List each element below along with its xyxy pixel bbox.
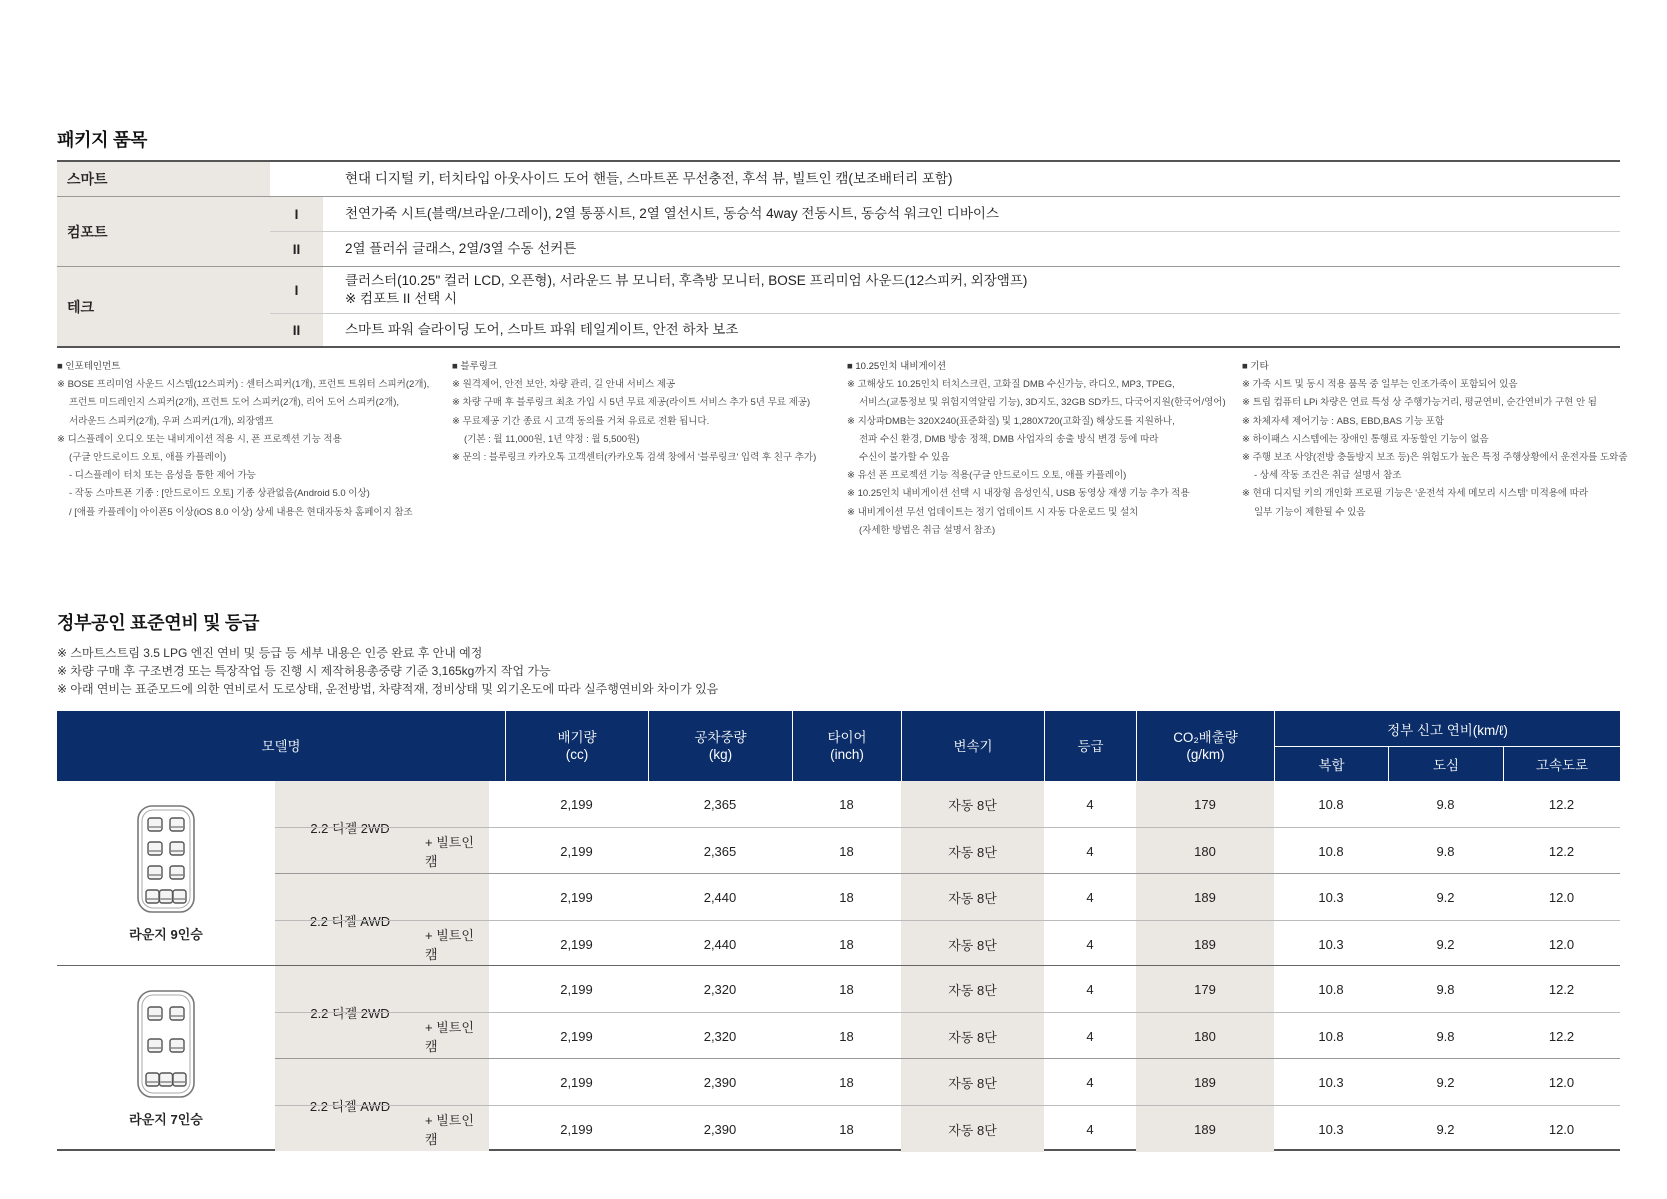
package-items: 2열 플러쉬 글래스, 2열/3열 수동 선커튼 [345, 241, 577, 256]
co2-cell: 189 [1136, 874, 1274, 920]
curb-weight-cell: 2,320 [703, 981, 737, 997]
note-line: 프런트 미드레인지 스피커(2개), 프런트 도어 스피커(2개), 리어 도어 스피커(2개), [69, 397, 399, 409]
option-label [425, 966, 489, 1012]
note-line: (기본 : 월 11,000원, 1년 약정 : 월 5,500원) [464, 433, 640, 445]
combined-efficiency-cell: 10.8 [1318, 796, 1344, 812]
package-level: II [270, 232, 323, 266]
package-category: 테크 [57, 267, 270, 346]
option-label: + 빌트인 캠 [425, 835, 474, 869]
engine-name: 2.2 디젤 AWD [275, 1059, 425, 1151]
tire-size-cell: 18 [839, 889, 854, 905]
table-row [275, 1105, 1620, 1151]
engine-group [275, 873, 1620, 966]
displacement-cell: 2,199 [560, 1074, 593, 1090]
package-items: 천연가죽 시트(블랙/브라운/그레이), 2열 통풍시트, 2열 열선시트, 동승석 4way 전동시트, 동승석 워크인 디바이스 [345, 206, 999, 221]
displacement-cell: 2,199 [560, 843, 593, 859]
header-combined: 복합 [1274, 746, 1388, 781]
note-line: ※ 무료제공 기간 종료 시 고객 동의를 거쳐 유료로 전환 됩니다. [452, 415, 710, 427]
header-co2-label: CO₂배출량 [1173, 730, 1238, 745]
model-name: 라운지 7인승 [129, 1111, 203, 1127]
displacement-cell: 2,199 [560, 889, 593, 905]
city-efficiency-cell: 9.2 [1436, 1121, 1455, 1137]
package-category: 스마트 [57, 162, 270, 196]
grade-cell: 4 [1086, 981, 1094, 997]
tire-size-cell: 18 [839, 796, 854, 812]
city-efficiency-cell: 9.8 [1436, 796, 1455, 812]
option-label: + 빌트인 캠 [425, 1020, 474, 1054]
note-line: 일부 기능이 제한될 수 있음 [1254, 506, 1366, 518]
grade-cell: 4 [1086, 889, 1094, 905]
curb-weight-cell: 2,365 [703, 796, 737, 812]
table-row [275, 827, 1620, 873]
notes-bluelink [452, 358, 816, 467]
header-tire-label: 타이어 [827, 730, 867, 745]
transmission-cell: 자동 8단 [901, 921, 1044, 967]
co2-cell: 179 [1136, 966, 1274, 1012]
note-line: - 작동 스마트폰 기종 : [안드로이드 오토] 기종 상관없음(Android 5.0 이상) [69, 488, 370, 500]
note-line: 서비스(교통정보 및 위험지역알림 기능), 3D지도, 32GB SD카드, 다국어지원(한국어/영어) [859, 397, 1226, 409]
package-items-note: ※ 컴포트 II 선택 시 [345, 291, 458, 306]
note-line: 수신이 불가할 수 있음 [859, 452, 950, 464]
package-table [57, 160, 1620, 348]
package-category: 컴포트 [57, 197, 270, 266]
note-line: ※ 지상파DMB는 320X240(표준화질) 및 1,280X720(고화질) 해상도를 지원하나, [847, 415, 1175, 427]
table-row [275, 1012, 1620, 1058]
header-displacement [505, 711, 648, 781]
package-row [270, 314, 1620, 346]
highway-efficiency-cell: 12.0 [1548, 1074, 1575, 1090]
co2-cell: 180 [1136, 1013, 1274, 1059]
note-line: ※ 고해상도 10.25인치 터치스크린, 고화질 DMB 수신가능, 라디오, MP3, TPEG, [847, 379, 1175, 391]
note-line: (자세한 방법은 취급 설명서 참조) [859, 524, 996, 536]
fuel-note: ※ 아래 연비는 표준모드에 의한 연비로서 도로상태, 운전방법, 차량적재, 정비상태 및 외기온도에 따라 실주행연비와 차이가 있음 [57, 682, 719, 696]
note-line: ※ 하이패스 시스템에는 장애인 통행료 자동할인 기능이 없음 [1242, 433, 1489, 445]
note-line: 전파 수신 환경, DMB 방송 정책, DMB 사업자의 송출 방식 변경 등에 따라 [859, 433, 1159, 445]
option-label [425, 874, 489, 920]
combined-efficiency-cell: 10.3 [1318, 936, 1344, 952]
fuel-table-header [57, 711, 1620, 781]
header-highway: 고속도로 [1503, 746, 1620, 781]
highway-efficiency-cell: 12.2 [1548, 1028, 1575, 1044]
note-line: ※ 가죽 시트 및 동시 적용 품목 중 일부는 인조가죽이 포함되어 있음 [1242, 379, 1518, 391]
package-items: 현대 디지털 키, 터치타입 아웃사이드 도어 핸들, 스마트폰 무선충전, 후석 뷰, 빌트인 캠(보조배터리 포함) [345, 171, 953, 186]
package-items: 스마트 파워 슬라이딩 도어, 스마트 파워 테일게이트, 안전 하차 보조 [345, 322, 739, 337]
note-line: ※ 10.25인치 내비게이션 선택 시 내장형 음성인식, USB 동영상 재생 기능 추가 적용 [847, 488, 1190, 500]
highway-efficiency-cell: 12.2 [1548, 843, 1575, 859]
note-line: ※ 현대 디지털 키의 개인화 프로필 기능은 '운전석 자세 메모리 시스템' 미적용에 따라 [1242, 488, 1589, 500]
combined-efficiency-cell: 10.3 [1318, 889, 1344, 905]
package-level: I [270, 197, 323, 231]
grade-cell: 4 [1086, 1074, 1094, 1090]
fuel-note: ※ 차량 구매 후 구조변경 또는 특장작업 등 진행 시 제작허용총중량 기준 3,165kg까지 작업 가능 [57, 664, 551, 678]
model-image [57, 966, 275, 1150]
displacement-cell: 2,199 [560, 981, 593, 997]
option-label [425, 1059, 489, 1105]
notes-navigation [847, 358, 1226, 540]
package-title: 패키지 품목 [57, 130, 148, 150]
header-city: 도심 [1388, 746, 1503, 781]
package-group-comfort [57, 197, 1620, 267]
note-line: - 상세 작동 조건은 취급 설명서 참조 [1254, 470, 1402, 482]
package-group-smart [57, 162, 1620, 197]
option-label: + 빌트인 캠 [425, 928, 474, 962]
notes-heading: ■ 인포테인먼트 [57, 361, 121, 372]
curb-weight-cell: 2,440 [703, 936, 737, 952]
tire-size-cell: 18 [839, 936, 854, 952]
tire-size-cell: 18 [839, 1121, 854, 1137]
notes-heading: ■ 10.25인치 내비게이션 [847, 361, 947, 372]
highway-efficiency-cell: 12.0 [1548, 936, 1575, 952]
engine-group [275, 781, 1620, 873]
note-line: ※ 차량 구매 후 블루링크 최초 가입 시 5년 무료 제공(라이트 서비스 추가 5년 무료 제공) [452, 397, 811, 409]
highway-efficiency-cell: 12.2 [1548, 981, 1575, 997]
note-line: ※ 원격제어, 안전 보안, 차량 관리, 길 안내 서비스 제공 [452, 379, 676, 391]
package-level: II [270, 314, 323, 346]
fuel-note: ※ 스마트스트림 3.5 LPG 엔진 연비 및 등급 등 세부 내용은 인증 완료 후 안내 예정 [57, 646, 483, 660]
note-line: ※ 내비게이션 무선 업데이트는 정기 업데이트 시 자동 다운로드 및 설치 [847, 506, 1139, 518]
header-co2-unit: (g/km) [1186, 747, 1225, 762]
grade-cell: 4 [1086, 936, 1094, 952]
table-row [275, 781, 1620, 827]
header-tire-unit: (inch) [830, 747, 864, 762]
table-row [275, 966, 1620, 1012]
notes-etc [1242, 358, 1628, 522]
option-label: + 빌트인 캠 [425, 1113, 474, 1147]
city-efficiency-cell: 9.2 [1436, 889, 1455, 905]
transmission-cell: 자동 8단 [901, 966, 1044, 1012]
model-image [57, 781, 275, 965]
note-line: ※ 트립 컴퓨터 LPi 차량은 연료 특성 상 주행가능거리, 평균연비, 순간연비가 구현 안 됨 [1242, 397, 1597, 409]
highway-efficiency-cell: 12.0 [1548, 889, 1575, 905]
seat-layout-7-icon [135, 989, 197, 1099]
model-name: 라운지 9인승 [129, 926, 203, 942]
displacement-cell: 2,199 [560, 796, 593, 812]
note-line: (구글 안드로이드 오토, 애플 카플레이) [69, 452, 227, 464]
package-level [270, 162, 323, 196]
curb-weight-cell: 2,320 [703, 1028, 737, 1044]
combined-efficiency-cell: 10.8 [1318, 843, 1344, 859]
engine-group [275, 1058, 1620, 1151]
notes-heading: ■ 블루링크 [452, 361, 498, 372]
engine-name: 2.2 디젤 2WD [275, 966, 425, 1058]
header-transmission: 변속기 [901, 711, 1044, 781]
transmission-cell: 자동 8단 [901, 781, 1044, 827]
fuel-notes [57, 644, 718, 698]
note-line: ※ 문의 : 블루링크 카카오톡 고객센터(카카오톡 검색 창에서 '블루링크' 입력 후 친구 추가) [452, 452, 817, 464]
curb-weight-cell: 2,440 [703, 889, 737, 905]
tire-size-cell: 18 [839, 843, 854, 859]
displacement-cell: 2,199 [560, 936, 593, 952]
package-items [323, 272, 1620, 308]
transmission-cell: 자동 8단 [901, 1059, 1044, 1105]
note-line: 서라운드 스피커(2개), 우퍼 스피커(1개), 외장앰프 [69, 415, 274, 427]
grade-cell: 4 [1086, 1028, 1094, 1044]
header-displacement-unit: (cc) [565, 747, 589, 762]
displacement-cell: 2,199 [560, 1121, 593, 1137]
transmission-cell: 자동 8단 [901, 828, 1044, 874]
grade-cell: 4 [1086, 1121, 1094, 1137]
transmission-cell: 자동 8단 [901, 874, 1044, 920]
notes-heading: ■ 기타 [1242, 361, 1269, 372]
tire-size-cell: 18 [839, 981, 854, 997]
note-line: ※ 주행 보조 사양(전방 충돌방지 보조 등)은 위험도가 높은 특정 주행상황에서 운전자를 도와줌 [1242, 452, 1628, 464]
curb-weight-cell: 2,390 [703, 1074, 737, 1090]
note-line: - 디스플레이 터치 또는 음성을 통한 제어 가능 [69, 470, 256, 482]
fuel-title: 정부공인 표준연비 및 등급 [57, 613, 260, 633]
seat-layout-9-icon [135, 804, 197, 914]
combined-efficiency-cell: 10.3 [1318, 1121, 1344, 1137]
engine-name: 2.2 디젤 AWD [275, 874, 425, 966]
table-row [275, 920, 1620, 966]
curb-weight-cell: 2,365 [703, 843, 737, 859]
header-displacement-label: 배기량 [557, 730, 597, 745]
grade-cell: 4 [1086, 796, 1094, 812]
header-model: 모델명 [261, 738, 301, 754]
highway-efficiency-cell: 12.2 [1548, 796, 1575, 812]
tire-size-cell: 18 [839, 1074, 854, 1090]
header-weight [648, 711, 792, 781]
combined-efficiency-cell: 10.8 [1318, 1028, 1344, 1044]
co2-cell: 180 [1136, 828, 1274, 874]
header-tire [792, 711, 901, 781]
note-line: ※ 디스플레이 오디오 또는 내비게이션 적용 시, 폰 프로젝션 기능 적용 [57, 433, 342, 445]
highway-efficiency-cell: 12.0 [1548, 1121, 1575, 1137]
table-row [275, 874, 1620, 920]
tire-size-cell: 18 [839, 1028, 854, 1044]
model-group [57, 965, 1620, 1150]
header-efficiency: 정부 신고 연비(km/ℓ) [1274, 711, 1620, 746]
transmission-cell: 자동 8단 [901, 1013, 1044, 1059]
co2-cell: 189 [1136, 1059, 1274, 1105]
combined-efficiency-cell: 10.3 [1318, 1074, 1344, 1090]
package-group-tech [57, 267, 1620, 346]
city-efficiency-cell: 9.8 [1436, 981, 1455, 997]
city-efficiency-cell: 9.8 [1436, 843, 1455, 859]
displacement-cell: 2,199 [560, 1028, 593, 1044]
fuel-table [57, 711, 1620, 1151]
model-group [57, 781, 1620, 965]
co2-cell: 189 [1136, 1106, 1274, 1152]
fuel-table-body [57, 781, 1620, 1149]
city-efficiency-cell: 9.2 [1436, 1074, 1455, 1090]
engine-group [275, 966, 1620, 1058]
note-line: ※ 유선 폰 프로젝션 기능 적용(구글 안드로이드 오토, 애플 카플레이) [847, 470, 1127, 482]
city-efficiency-cell: 9.8 [1436, 1028, 1455, 1044]
package-row [270, 267, 1620, 314]
combined-efficiency-cell: 10.8 [1318, 981, 1344, 997]
city-efficiency-cell: 9.2 [1436, 936, 1455, 952]
package-row [270, 162, 1620, 196]
header-co2 [1136, 711, 1274, 781]
transmission-cell: 자동 8단 [901, 1106, 1044, 1152]
co2-cell: 179 [1136, 781, 1274, 827]
grade-cell: 4 [1086, 843, 1094, 859]
table-row [275, 1059, 1620, 1105]
package-row [270, 232, 1620, 266]
header-weight-unit: (kg) [708, 747, 733, 762]
option-label [425, 781, 489, 827]
note-line: / [애플 카플레이] 아이폰5 이상(iOS 8.0 이상) 상세 내용은 현대자동차 홈페이지 참조 [69, 506, 413, 518]
package-row [270, 197, 1620, 232]
curb-weight-cell: 2,390 [703, 1121, 737, 1137]
engine-name: 2.2 디젤 2WD [275, 781, 425, 873]
package-level: I [270, 267, 323, 313]
package-items-text: 클러스터(10.25" 컬러 LCD, 오픈형), 서라운드 뷰 모니터, 후측방 모니터, BOSE 프리미엄 사운드(12스피커, 외장앰프) [345, 273, 1028, 288]
co2-cell: 189 [1136, 921, 1274, 967]
header-weight-label: 공차중량 [694, 730, 747, 745]
header-grade: 등급 [1044, 711, 1136, 781]
note-line: ※ BOSE 프리미엄 사운드 시스템(12스피커) : 센터스피커(1개), 프런트 트위터 스피커(2개), [57, 379, 430, 391]
note-line: ※ 차체자세 제어기능 : ABS, EBD,BAS 기능 포함 [1242, 415, 1445, 427]
notes-infotainment [57, 358, 429, 522]
